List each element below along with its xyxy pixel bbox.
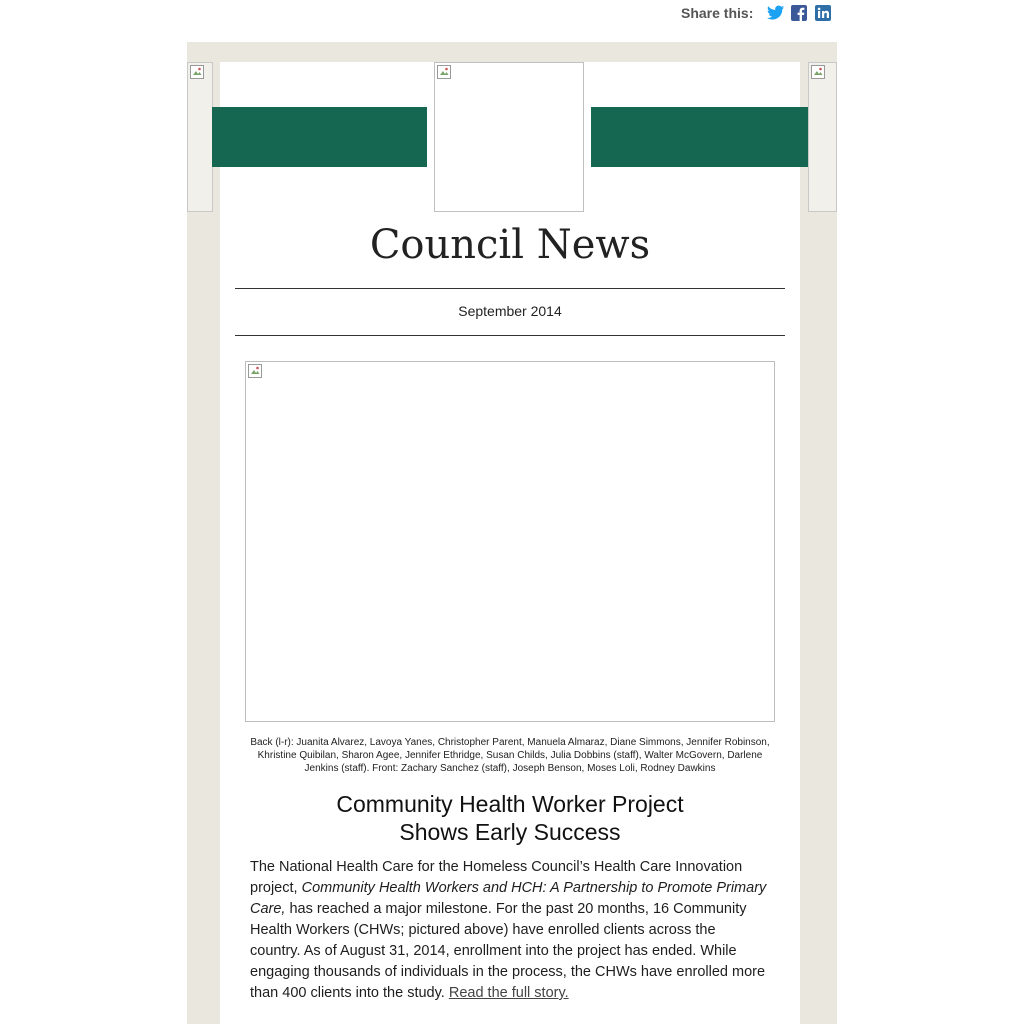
logo-image [434, 62, 584, 212]
project-title: Community Health Workers and HCH: A Partnership to Promote Primary Care, [250, 880, 767, 917]
right-side-image [808, 62, 837, 212]
read-more-link[interactable]: Read the full story. [448, 985, 569, 1001]
broken-image-icon [248, 364, 262, 378]
body-text-2: has reached a major milestone. For the past 20 months, 16 Community Health Workers (CHWs; pictured above) have enrolled clients across the country. As of August 31, 2014, enrollment into the project has ended. While engaging thousands of individuals in the process, the CHWs have enrolled more than 400 clients into the study. [250, 901, 766, 1001]
photo-caption: Back (l-r): Juanita Alvarez, Lavoya Yanes, Christopher Parent, Manuela Almaraz, Diane Simmons, Jennifer Robinson, Khristine Quibilan, Sharon Agee, Jennifer Ethridge, Susan Childs, Julia Dobbins (staff), Walter McGovern, Darlene Jenkins (staff). Front: Zachary Sanchez (staff), Joseph Benson, Moses Loli, Rodney Dawkins [250, 737, 770, 774]
share-bar [681, 3, 831, 23]
newsletter-title: Council News [369, 222, 651, 268]
group-photo [245, 361, 775, 722]
twitter-icon[interactable] [767, 5, 783, 21]
body-text-1: The National Health Care for the Homeless Council’s Health Care Innovation project, [250, 859, 743, 896]
broken-image-icon [437, 65, 451, 79]
divider-top [235, 288, 785, 289]
headline-line-1: Community Health Worker Project [336, 791, 684, 817]
header-band-right [591, 107, 808, 167]
divider-bottom [235, 335, 785, 336]
header-band-left [212, 107, 427, 167]
headline-line-2: Shows Early Success [399, 819, 621, 845]
article-headline [220, 790, 800, 846]
linkedin-icon[interactable] [815, 5, 831, 21]
article-body [250, 857, 770, 1004]
share-label: Share this: [681, 5, 754, 21]
left-side-image [187, 62, 213, 212]
issue-date: September 2014 [458, 303, 562, 319]
broken-image-icon [190, 65, 204, 79]
facebook-icon[interactable] [791, 5, 807, 21]
broken-image-icon [811, 65, 825, 79]
